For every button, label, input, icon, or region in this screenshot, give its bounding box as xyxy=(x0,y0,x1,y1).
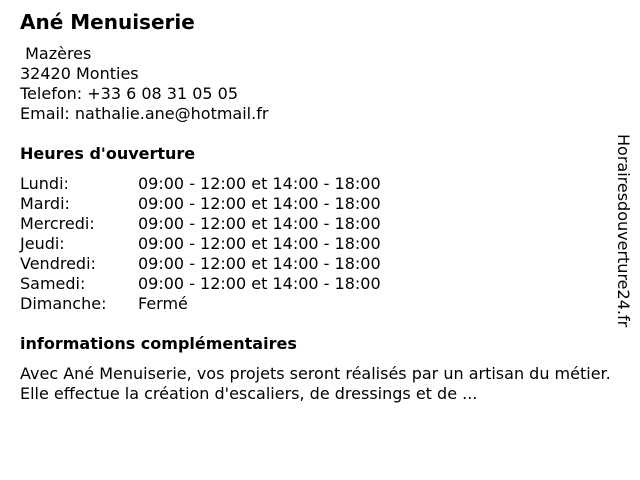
hours-row-tuesday xyxy=(20,194,381,214)
day-hours: 09:00 - 12:00 et 14:00 - 18:00 xyxy=(138,274,381,293)
day-hours: 09:00 - 12:00 et 14:00 - 18:00 xyxy=(138,174,381,193)
additional-info-text: Avec Ané Menuiserie, vos projets seront réalisés par un artisan du métier. Elle effectue la création d'escaliers, de dressings et de ... xyxy=(20,364,611,403)
day-hours: 09:00 - 12:00 et 14:00 - 18:00 xyxy=(138,254,381,273)
day-label: Vendredi: xyxy=(20,254,96,273)
hours-row-saturday xyxy=(20,274,381,294)
address-line-city: 32420 Monties xyxy=(20,64,139,83)
address-block xyxy=(20,44,268,124)
email-text: Email: nathalie.ane@hotmail.fr xyxy=(20,104,269,123)
opening-hours-table xyxy=(20,174,381,314)
additional-info-heading: informations complémentaires xyxy=(20,334,297,353)
day-label: Mardi: xyxy=(20,194,70,213)
watermark-text: Horairesdouverture24.fr xyxy=(614,134,633,328)
hours-row-sunday xyxy=(20,294,381,314)
day-label: Mercredi: xyxy=(20,214,95,233)
hours-row-friday xyxy=(20,254,381,274)
phone-text: Telefon: +33 6 08 31 05 05 xyxy=(20,84,239,103)
address-line-street: Mazères xyxy=(20,44,92,63)
day-label: Lundi: xyxy=(20,174,69,193)
day-hours: Fermé xyxy=(138,294,188,313)
hours-row-wednesday xyxy=(20,214,381,234)
business-name: Ané Menuiserie xyxy=(20,10,195,34)
day-label: Dimanche: xyxy=(20,294,107,313)
day-label: Samedi: xyxy=(20,274,86,293)
day-hours: 09:00 - 12:00 et 14:00 - 18:00 xyxy=(138,234,381,253)
day-hours: 09:00 - 12:00 et 14:00 - 18:00 xyxy=(138,194,381,213)
watermark xyxy=(612,134,634,346)
opening-hours-heading: Heures d'ouverture xyxy=(20,144,196,163)
hours-row-monday xyxy=(20,174,381,194)
day-label: Jeudi: xyxy=(20,234,65,253)
hours-row-thursday xyxy=(20,234,381,254)
day-hours: 09:00 - 12:00 et 14:00 - 18:00 xyxy=(138,214,381,233)
